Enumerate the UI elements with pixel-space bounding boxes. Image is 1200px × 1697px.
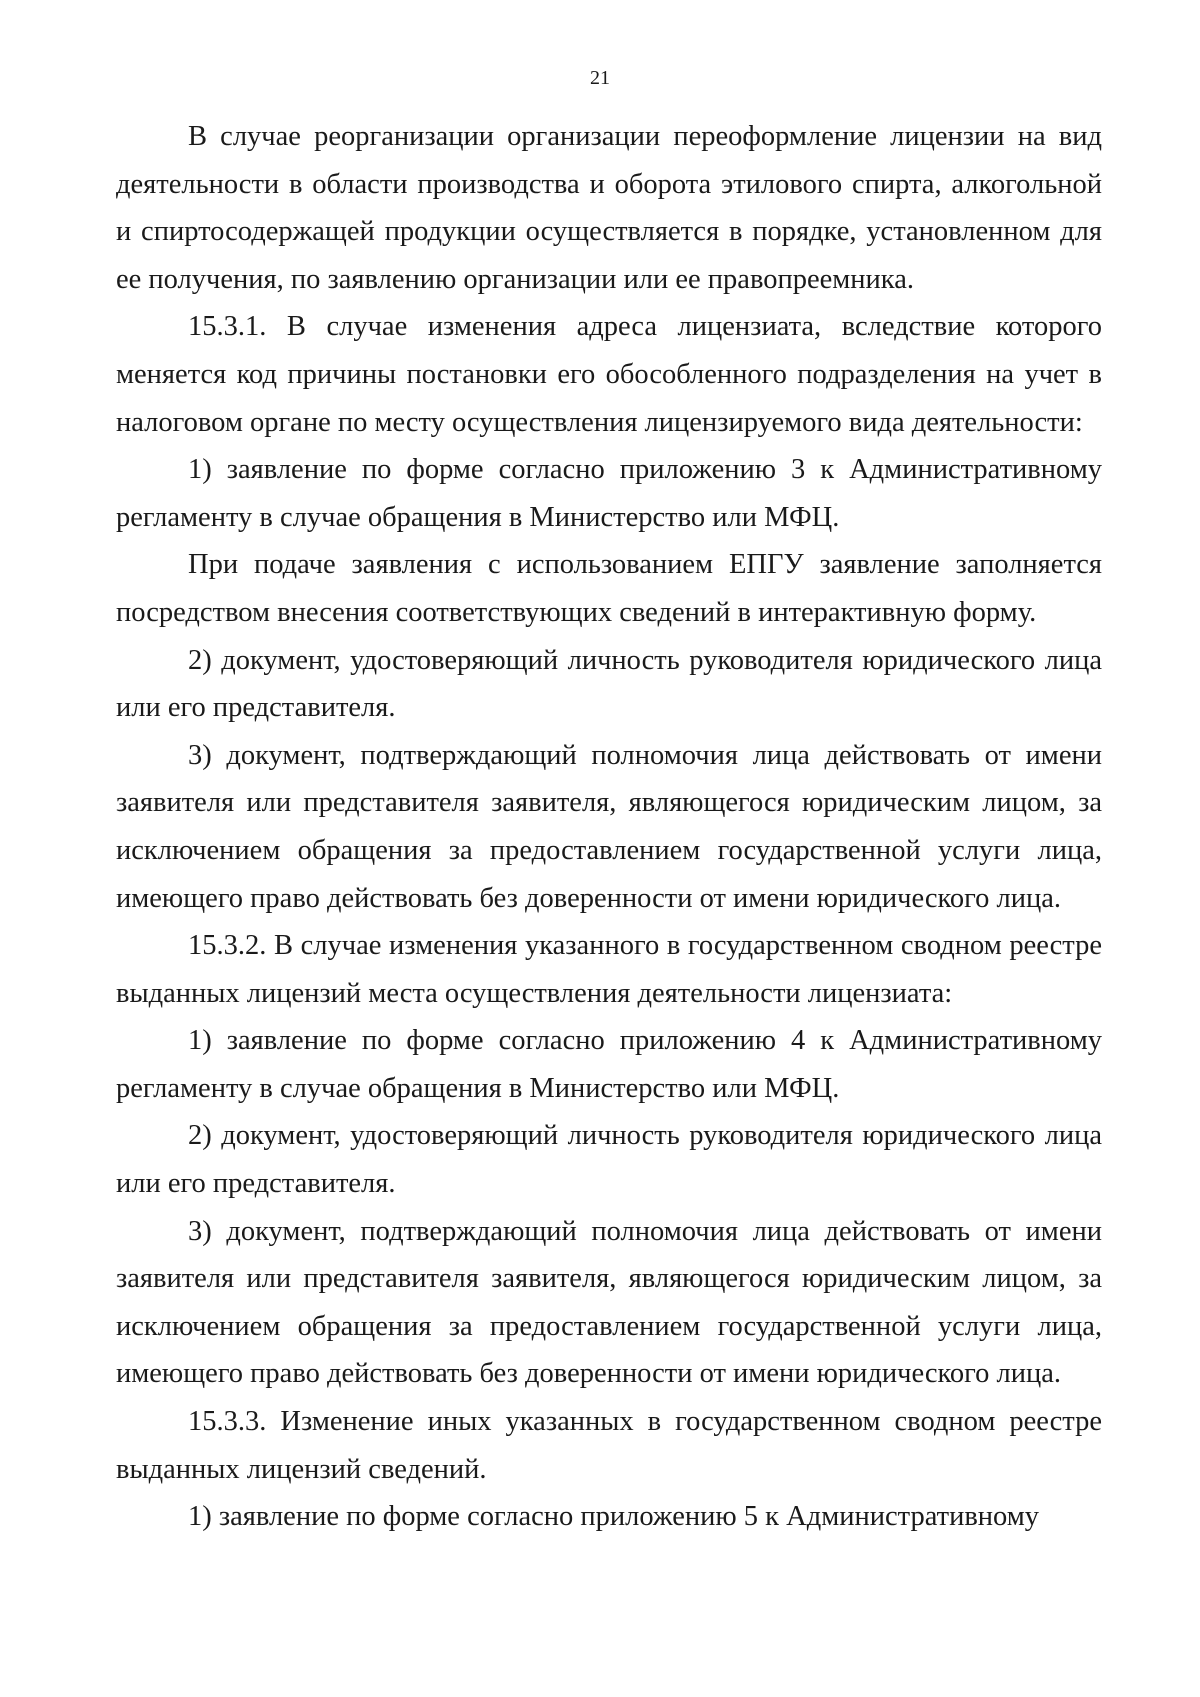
- document-body: [116, 113, 1102, 1541]
- list-item-identity-document: 2) документ, удостоверяющий личность руководителя юридического лица или его представителя.: [116, 644, 1102, 724]
- paragraph-15-3-1: 15.3.1. В случае изменения адреса лицензиата, вследствие которого меняется код причины постановки его обособленного подразделения на учет в налоговом органе по месту осуществления лицензируемого вида деятельности:: [116, 311, 1102, 438]
- page-number: 21: [590, 67, 610, 89]
- paragraph-15-3-3: 15.3.3. Изменение иных указанных в государственном сводном реестре выданных лицензий сведений.: [116, 1406, 1102, 1485]
- paragraph-15-3-2: 15.3.2. В случае изменения указанного в государственном сводном реестре выданных лицензий места осуществления деятельности лицензиата:: [116, 930, 1102, 1009]
- list-item-identity-document-2: 2) документ, удостоверяющий личность руководителя юридического лица или его представителя.: [116, 1120, 1102, 1200]
- list-item-application-form-4: 1) заявление по форме согласно приложению 4 к Административному регламенту в случае обращения в Министерство или МФЦ.: [116, 1025, 1102, 1104]
- list-item-application-form-5: 1) заявление по форме согласно приложению 5 к Административному: [188, 1501, 1040, 1533]
- paragraph-reorganization: В случае реорганизации организации переоформление лицензии на вид деятельности в области производства и оборота этилового спирта, алкогольной и спиртосодержащей продукции осуществляется в порядке, установленном для ее получения, по заявлению организации или ее правопреемника.: [116, 121, 1102, 295]
- list-item-authority-document-2: 3) документ, подтверждающий полномочия лица действовать от имени заявителя или представителя заявителя, являющегося юридическим лицом, за исключением обращения за предоставлением государственной услуги лица, имеющего право действовать без доверенности от имени юридического лица.: [116, 1215, 1102, 1390]
- list-item-application-form-3: 1) заявление по форме согласно приложению 3 к Административному регламенту в случае обращения в Министерство или МФЦ.: [116, 454, 1102, 533]
- paragraph-epgu-note: При подаче заявления с использованием ЕПГУ заявление заполняется посредством внесения соответствующих сведений в интерактивную форму.: [116, 549, 1102, 628]
- list-item-authority-document: 3) документ, подтверждающий полномочия лица действовать от имени заявителя или представителя заявителя, являющегося юридическим лицом, за исключением обращения за предоставлением государственной услуги лица, имеющего право действовать без доверенности от имени юридического лица.: [116, 739, 1102, 914]
